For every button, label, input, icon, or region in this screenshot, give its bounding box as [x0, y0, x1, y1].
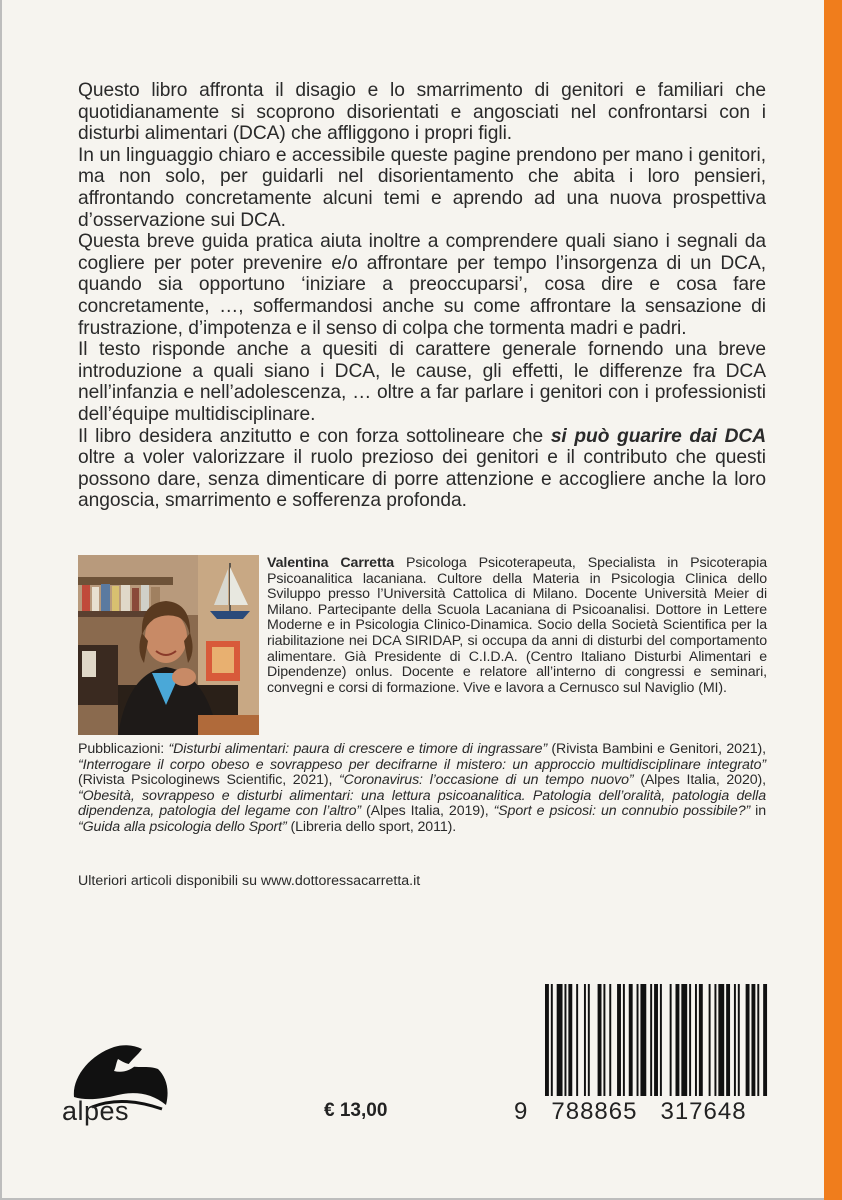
barcode-bar	[709, 984, 711, 1096]
publication-title: “Coronavirus: l’occasione di un tempo nuovo”	[339, 772, 634, 789]
blurb-paragraph-4: Il testo risponde anche a quesiti di carattere generale fornendo una breve introduzione a quali siano i DCA, le cause, gli effetti, le differenze fra DCA nell’infanzia e nell’adolescenza, … oltre a far parlare i genitori con i professionisti dell’équipe multidisciplinare.	[78, 339, 766, 425]
isbn-barcode	[545, 984, 769, 1096]
blurb-paragraph-2: In un linguaggio chiaro e accessibile queste pagine prendono per mano i genitori, ma non solo, per guidarli nel disorientamento che abita i loro pensieri, affrontando concretamente alcuni temi e aprendo ad una nuova prospettiva d’osservazione sui DCA.	[78, 144, 766, 231]
blurb-paragraph-1: Questo libro affronta il disagio e lo smarrimento di genitori e familiari che quotidianamente si scoprono disorientati e angosciati nel confrontarsi con i disturbi alimentari (DCA) che affliggono i propri figli.	[78, 80, 766, 145]
barcode-bar	[650, 984, 652, 1096]
publication-source: (Alpes Italia, 2020),	[633, 772, 766, 789]
publication-source: (Alpes Italia, 2019),	[361, 803, 494, 820]
barcode-bar	[603, 984, 605, 1096]
publication-title: “Interrogare il corpo obeso e sovrappeso per decifrarne il mistero: un approccio multidisciplinare integrato”	[78, 756, 766, 773]
barcode-bar	[726, 984, 730, 1096]
barcode-bar	[609, 984, 611, 1096]
book-blurb	[78, 80, 766, 512]
publications-lead: Pubblicazioni:	[78, 741, 169, 757]
isbn-group-2: 317648	[660, 1098, 747, 1125]
barcode-bar	[640, 984, 646, 1096]
blurb-text: oltre a voler valorizzare il ruolo prezioso dei genitori e il contributo che questi possono dare, senza dimenticare di porre attenzione e accogliere anche la loro angoscia, smarrimento e sofferenza profonda.	[78, 447, 766, 512]
publication-source: (Libreria dello sport, 2011).	[286, 818, 457, 835]
author-photo	[78, 555, 259, 735]
barcode-bar	[617, 984, 621, 1096]
publications-paragraph	[78, 742, 766, 836]
more-articles-line: Ulteriori articoli disponibili su www.dottoressacarretta.it	[78, 873, 421, 889]
blurb-paragraph-5	[78, 426, 766, 512]
isbn-group-1: 788865	[551, 1098, 638, 1125]
barcode-bar	[699, 984, 703, 1096]
publications	[78, 742, 766, 836]
barcode-bar	[584, 984, 586, 1096]
back-cover	[2, 0, 826, 1198]
barcode-bar	[738, 984, 740, 1096]
barcode-bar	[714, 984, 716, 1096]
barcode-bar	[751, 984, 755, 1096]
barcode-bar	[551, 984, 553, 1096]
blurb-text: Il libro desidera anzitutto e con forza sottolineare che	[78, 425, 551, 447]
barcode-bar	[757, 984, 759, 1096]
barcode-bar	[629, 984, 633, 1096]
barcode-bar	[676, 984, 680, 1096]
author-name: Valentina Carretta	[267, 555, 395, 571]
publisher-name: alpes	[62, 1096, 130, 1126]
barcode-bar	[564, 984, 566, 1096]
publication-title: “Obesità, sovrappeso e disturbi alimentari: una lettura psicoanalitica. Patologia dell’oralità, patologia della dipendenza, patologia del legame con l’altro”	[78, 787, 766, 820]
publication-source: (Rivista Bambini e Genitori, 2021),	[547, 741, 766, 757]
barcode-bar	[681, 984, 687, 1096]
book-spine-edge	[824, 0, 842, 1200]
author-bio-paragraph	[267, 556, 767, 696]
barcode-bar	[576, 984, 578, 1096]
price-label: € 13,00	[324, 1100, 388, 1121]
barcode-bar	[588, 984, 590, 1096]
barcode-bar	[718, 984, 724, 1096]
publication-title: “Guida alla psicologia dello Sport”	[78, 818, 287, 835]
barcode-bar	[637, 984, 639, 1096]
blurb-paragraph-3: Questa breve guida pratica aiuta inoltre a comprendere quali siano i segnali da cogliere per poter prevenire e/o affrontare per tempo l’insorgenza di un DCA, quando sia opportuno ‘iniziare a preoccuparsi’, cosa dire e cosa fare concretamente, …, soffermandosi anche su come affrontare la sensazione di frustrazione, d’impotenza e il senso di colpa che tormenta madri e padri.	[78, 231, 766, 339]
barcode-bar	[545, 984, 549, 1096]
blurb-emphasis: si può guarire dai DCA	[550, 425, 767, 447]
barcode-bar	[689, 984, 691, 1096]
publication-title: “Disturbi alimentari: paura di crescere e timore di ingrassare”	[168, 741, 548, 757]
barcode-bar	[746, 984, 750, 1096]
barcode-bar	[660, 984, 662, 1096]
barcode-bar	[568, 984, 572, 1096]
barcode-bar	[734, 984, 736, 1096]
barcode-bar	[557, 984, 563, 1096]
publication-source: (Rivista Psicologinews Scientific, 2021),	[78, 772, 340, 789]
barcode-bar	[598, 984, 602, 1096]
barcode-bar	[670, 984, 672, 1096]
isbn-number	[514, 1098, 776, 1126]
author-bio-text: Psicologa Psicoterapeuta, Specialista in Psicoterapia Psicoanalitica lacaniana. Cultore della Materia in Psicologia Clinica dello Sviluppo presso l’Università Cattolica di Milano. Docente Università Meier di Milano. Partecipante della Scuola Lacaniana di Psicoanalisi. Dottore in Lettere Moderne e in Psicologia Clinico-Dinamica. Socio della Società Scientifica per la riabilitazione nei DCA SIRIDAP, si occupa da anni di disturbi del comportamento alimentare. Già Presidente di C.I.D.A. (Centro Italiano Disturbi Alimentari e Dipendenze) onlus. Docente e relatore all’interno di congressi e seminari, convegni e corsi di formazione. Vive e lavora a Cernusco sul Naviglio (MI).	[267, 555, 767, 696]
barcode-bar	[763, 984, 767, 1096]
barcode-bar	[654, 984, 658, 1096]
isbn-first-digit: 9	[514, 1098, 529, 1125]
author-bio	[267, 556, 767, 696]
barcode-bar	[695, 984, 697, 1096]
barcode-bar	[623, 984, 625, 1096]
publication-title: “Sport e psicosi: un connubio possibile?”	[493, 803, 751, 820]
publication-source: in	[750, 803, 766, 820]
